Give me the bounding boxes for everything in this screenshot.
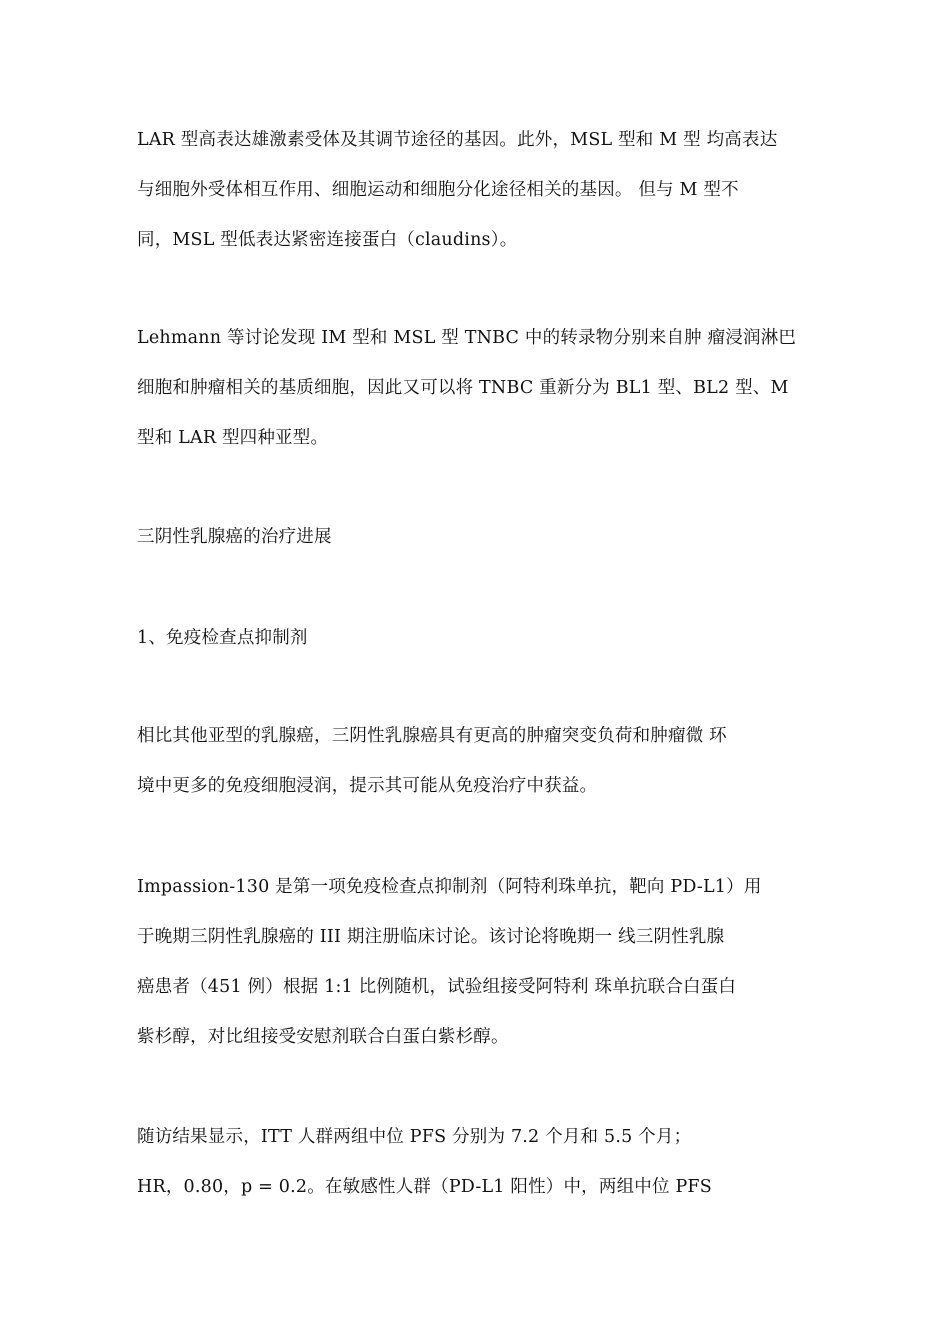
paragraph-4-line-3: 癌患者（451 例）根据 1:1 比例随机，试验组接受阿特利 珠单抗联合白蛋白 xyxy=(137,977,737,997)
paragraph-1-line-1: LAR 型高表达雄激素受体及其调节途径的基因。此外，MSL 型和 M 型 均高表达 xyxy=(137,130,778,150)
paragraph-4-line-1: Impassion-130 是第一项免疫检查点抑制剂（阿特利珠单抗，靶向 PD-L1）用 xyxy=(137,877,762,897)
paragraph-2-line-3: 型和 LAR 型四种亚型。 xyxy=(137,428,329,448)
paragraph-3-line-2: 境中更多的免疫细胞浸润，提示其可能从免疫治疗中获益。 xyxy=(137,776,598,796)
paragraph-3-line-1: 相比其他亚型的乳腺癌，三阴性乳腺癌具有更高的肿瘤突变负荷和肿瘤微 环 xyxy=(137,726,727,746)
paragraph-5-line-2: HR，0.80，p = 0.2。在敏感性人群（PD-L1 阳性）中，两组中位 PFS xyxy=(137,1177,712,1197)
paragraph-1-line-2: 与细胞外受体相互作用、细胞运动和细胞分化途径相关的基因。 但与 M 型不 xyxy=(137,180,739,200)
subsection-heading: 1、免疫检查点抑制剂 xyxy=(137,628,308,648)
paragraph-4-line-4: 紫杉醇，对比组接受安慰剂联合白蛋白紫杉醇。 xyxy=(137,1027,509,1047)
paragraph-2-line-2: 细胞和肿瘤相关的基质细胞，因此又可以将 TNBC 重新分为 BL1 型、BL2 型、M xyxy=(137,378,789,398)
paragraph-4-line-2: 于晚期三阴性乳腺癌的 III 期注册临床讨论。该讨论将晚期一 线三阴性乳腺 xyxy=(137,927,725,947)
section-heading: 三阴性乳腺癌的治疗进展 xyxy=(137,527,332,547)
paragraph-5-line-1: 随访结果显示，ITT 人群两组中位 PFS 分别为 7.2 个月和 5.5 个月； xyxy=(137,1127,692,1147)
paragraph-1-line-3: 同，MSL 型低表达紧密连接蛋白（claudins）。 xyxy=(137,230,518,250)
paragraph-2-line-1: Lehmann 等讨论发现 IM 型和 MSL 型 TNBC 中的转录物分别来自肿 瘤浸润淋巴 xyxy=(137,328,797,348)
